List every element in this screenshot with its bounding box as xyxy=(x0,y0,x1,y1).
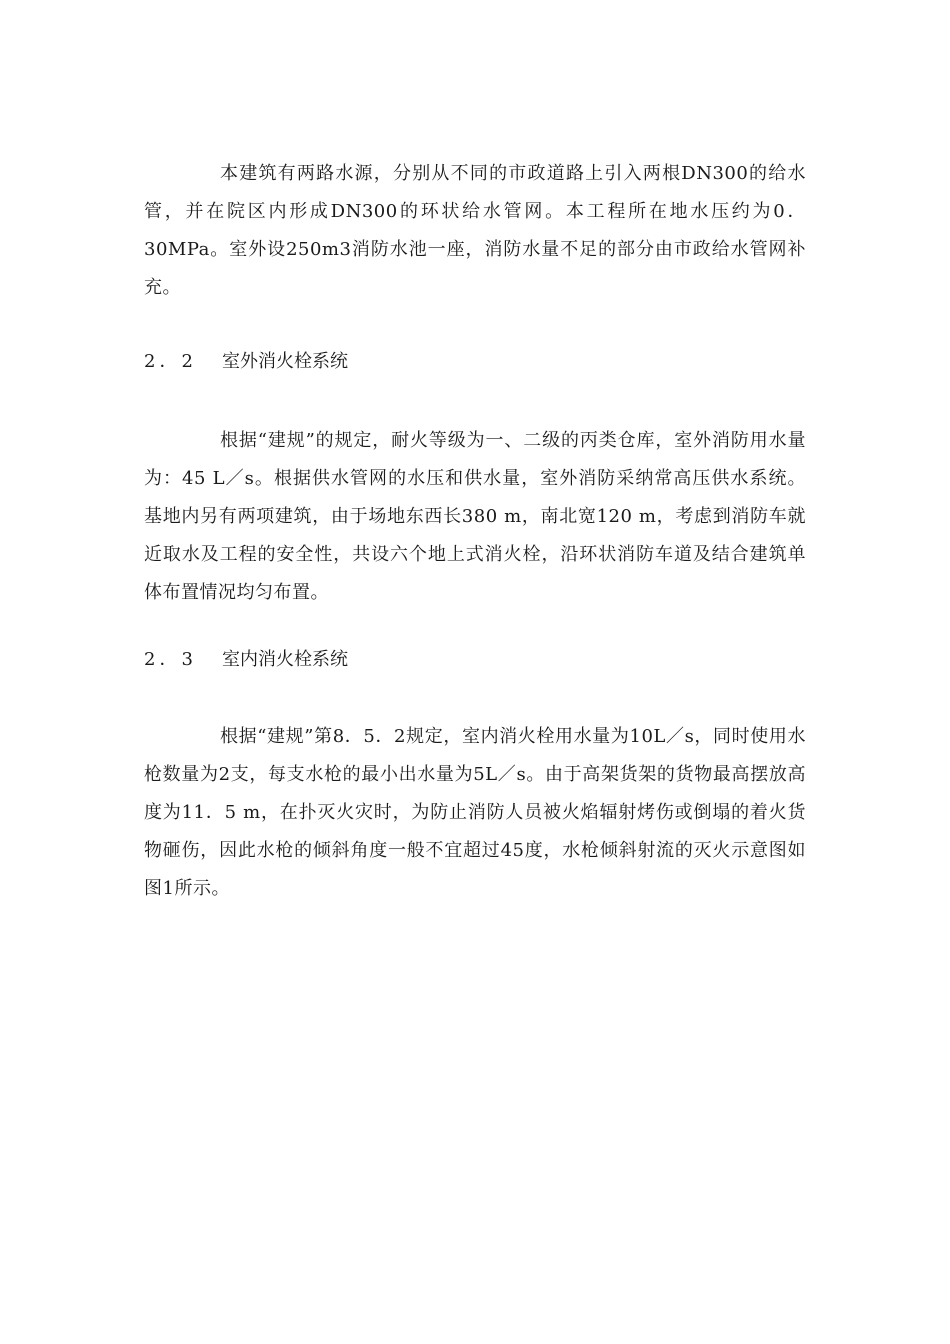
indoor-hydrant-paragraph: 根据“建规”第8．5．2规定，室内消火栓用水量为10L／s，同时使用水枪数量为2支，每支水枪的最小出水量为5L／s。由于高架货架的货物最高摆放高度为11．5 m，在扑灭火灾时，为防止消防人员被火焰辐射烤伤或倒塌的着火货物砸伤，因此水枪的倾斜角度一般不宜超过45度，水枪倾斜射流的灭火示意图如图1所示。 xyxy=(144,726,806,899)
section-heading-2-2 xyxy=(144,350,348,374)
outdoor-hydrant-paragraph: 根据“建规”的规定，耐火等级为一、二级的丙类仓库，室外消防用水量为：45 L／s。根据供水管网的水压和供水量，室外消防采纳常高压供水系统。基地内另有两项建筑，由于场地东西长380 m，南北宽120 m，考虑到消防车就近取水及工程的安全性，共设六个地上式消火栓，沿环状消防车道及结合建筑单体布置情况均匀布置。 xyxy=(144,430,806,603)
section-number: 2．3 xyxy=(144,649,197,670)
water-source-paragraph: 本建筑有两路水源，分别从不同的市政道路上引入两根DN300的给水管，并在院区内形成DN300的环状给水管网。本工程所在地水压约为0．30MPa。室外设250m3消防水池一座，消防水量不足的部分由市政给水管网补充。 xyxy=(144,163,806,298)
section-heading-2-3 xyxy=(144,648,348,672)
section-title: 室外消火栓系统 xyxy=(222,351,348,372)
section-title: 室内消火栓系统 xyxy=(222,649,348,670)
section-number: 2．2 xyxy=(144,351,197,372)
